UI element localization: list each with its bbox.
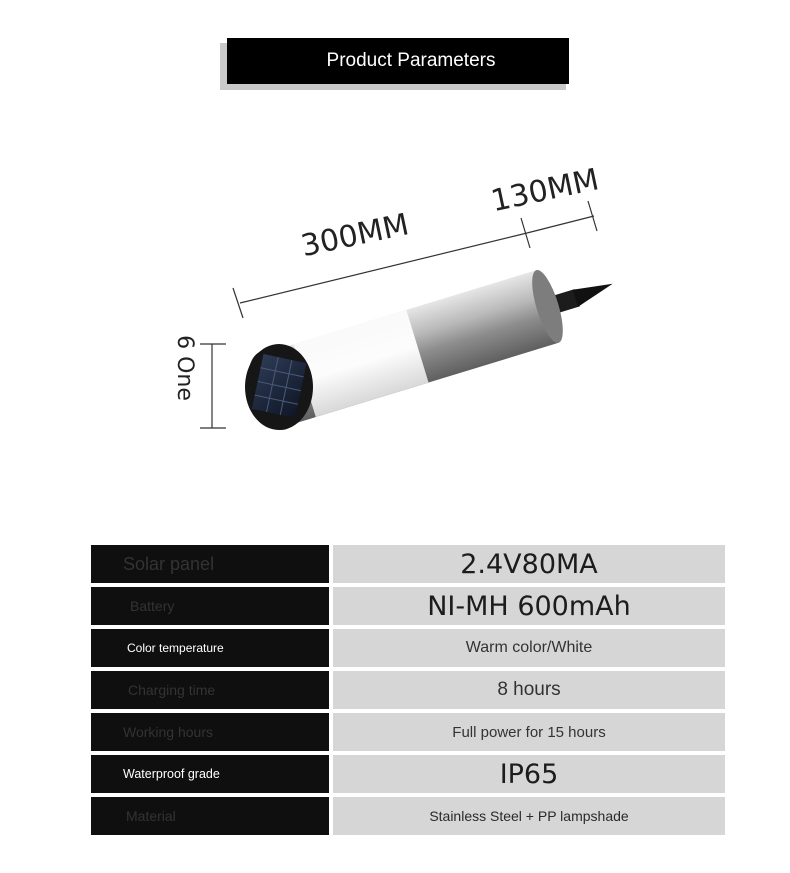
diameter-label: 6 One <box>172 335 197 401</box>
spec-row-waterproof-grade <box>91 755 725 793</box>
spec-row-charging-time <box>91 671 725 709</box>
spec-label: Solar panel <box>91 545 329 583</box>
spec-row-color-temperature <box>91 629 725 667</box>
spec-row-battery <box>91 587 725 625</box>
spec-value: 2.4V80MA <box>333 545 725 583</box>
product-dimension-illustration <box>0 140 790 450</box>
spec-row-material <box>91 797 725 835</box>
spec-value: NI-MH 600mAh <box>333 587 725 625</box>
spec-label: Material <box>91 797 329 835</box>
spike-length-label: 130MM <box>488 162 602 220</box>
spec-label: Working hours <box>91 713 329 751</box>
spec-value: Full power for 15 hours <box>333 713 725 751</box>
page-title: Product Parameters <box>227 38 569 84</box>
length-label: 300MM <box>298 207 412 265</box>
spec-label: Charging time <box>91 671 329 709</box>
spec-label: Color temperature <box>91 629 329 667</box>
spec-label: Battery <box>91 587 329 625</box>
solar-panel-cap <box>245 344 313 430</box>
spec-label: Waterproof grade <box>91 755 329 793</box>
spec-value: Warm color/White <box>333 629 725 667</box>
spec-value: 8 hours <box>333 671 725 709</box>
spec-value: Stainless Steel + PP lampshade <box>333 797 725 835</box>
diameter-dimension-line <box>200 344 226 428</box>
spec-row-solar-panel <box>91 545 725 583</box>
spec-value: IP65 <box>333 755 725 793</box>
spec-row-working-hours <box>91 713 725 751</box>
